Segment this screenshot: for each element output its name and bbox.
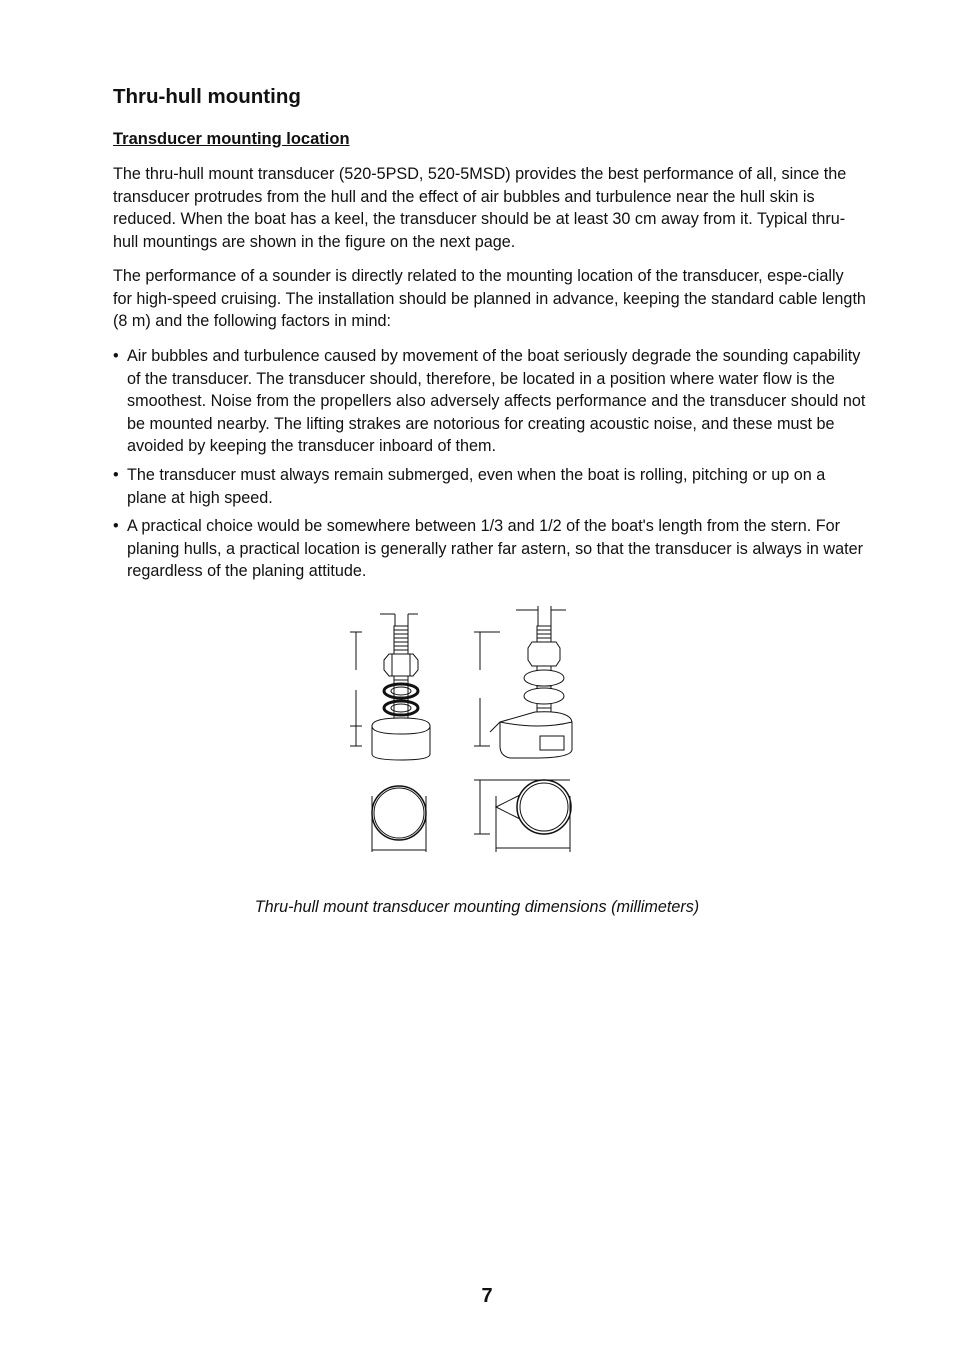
transducer-bottom-view-right [474,780,571,852]
list-item-text: The transducer must always remain submerged, even when the boat is rolling, pitching or up on a plane at high speed. [127,465,826,507]
transducer-side-view-left [350,614,430,760]
bullet-icon: • [113,517,119,536]
bullet-icon: • [113,465,119,484]
figure-caption: Thru-hull mount transducer mounting dimensions (millimeters) [254,898,700,916]
factor-list [113,345,867,589]
section-subtitle: Transducer mounting location [113,130,350,148]
list-item-text: Air bubbles and turbulence caused by movement of the boat seriously degrade the sounding capability of the transducer. The transducer should, therefore, be located in a position where water flow is the smoothest. Noise from the propellers also adversely affects performance and the transducer should not be mounted nearby. The lifting strakes are notorious for creating acoustic noise, and these must be avoided by keeping the transducer inboard of them. [127,347,866,456]
transducer-bottom-view-left [372,786,426,852]
list-item [113,515,867,583]
page-number: 7 [481,1285,493,1307]
transducer-dimension-drawing [340,600,600,860]
list-item-text: A practical choice would be somewhere between 1/3 and 1/2 of the boat's length from the stern. For planing hulls, a practical location is generally rather far astern, so that the transducer is always in water regardless of the planing attitude. [127,517,864,581]
transducer-side-view-right [474,606,572,758]
paragraph-intro: The thru-hull mount transducer (520-5PSD, 520-5MSD) provides the best performance of all, since the transducer protrudes from the hull and the effect of air bubbles and turbulence near the hull skin is reduced. When the boat has a keel, the transducer should be at least 30 cm away from it. Typical thru-hull mountings are shown in the figure on the next page. [113,165,847,251]
list-item [113,345,867,458]
list-item [113,464,867,509]
section-title: Thru-hull mounting [113,85,301,108]
bullet-icon: • [113,347,119,365]
paragraph-performance: The performance of a sounder is directly related to the mounting location of the transducer, espe-cially for high-speed cruising. The installation should be planned in advance, keeping the standard cable length (8 m) and the following factors in mind: [113,267,866,331]
